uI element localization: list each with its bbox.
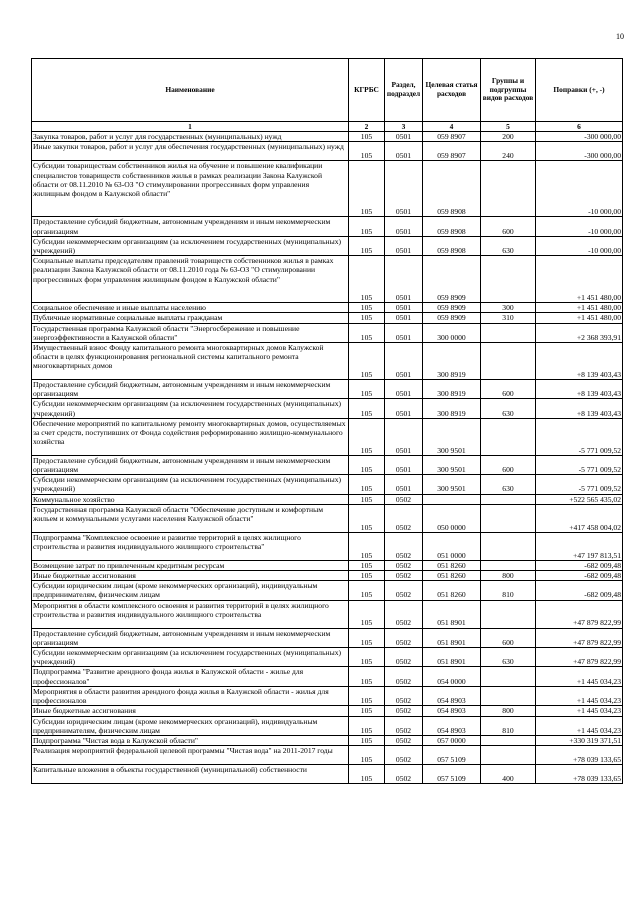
row-section: 0502	[385, 648, 423, 667]
budget-table	[31, 58, 623, 784]
row-section: 0501	[385, 313, 423, 323]
row-target	[423, 494, 481, 504]
row-amount: +8 139 403,43	[536, 343, 623, 380]
row-target: 059 8909	[423, 256, 481, 303]
row-name: Капитальные вложения в объекты государственной (муниципальной) собственности	[32, 765, 349, 784]
row-group	[481, 161, 536, 217]
row-group: 630	[481, 648, 536, 667]
row-krbs: 105	[349, 716, 385, 735]
row-name: Предоставление субсидий бюджетным, автономным учреждениям и иным некоммерческим организациям	[32, 628, 349, 647]
row-name: Иные бюджетные ассигнования	[32, 571, 349, 581]
row-krbs: 105	[349, 581, 385, 600]
row-group: 600	[481, 455, 536, 474]
column-number: 4	[423, 122, 481, 132]
row-krbs: 105	[349, 735, 385, 745]
row-group: 810	[481, 581, 536, 600]
row-group: 800	[481, 706, 536, 716]
row-amount: +330 319 371,51	[536, 735, 623, 745]
row-target: 051 8260	[423, 571, 481, 581]
row-krbs: 105	[349, 686, 385, 705]
row-section: 0502	[385, 581, 423, 600]
row-amount: +47 879 822,99	[536, 628, 623, 647]
row-name: Закупка товаров, работ и услуг для государственных (муниципальных) нужд	[32, 132, 349, 142]
row-krbs: 105	[349, 343, 385, 380]
row-krbs: 105	[349, 303, 385, 313]
row-amount: -10 000,00	[536, 161, 623, 217]
row-group: 800	[481, 571, 536, 581]
row-group	[481, 504, 536, 532]
table-row	[32, 716, 623, 735]
row-section: 0502	[385, 746, 423, 765]
row-group: 240	[481, 142, 536, 161]
row-section: 0502	[385, 735, 423, 745]
row-section: 0501	[385, 161, 423, 217]
table-row	[32, 217, 623, 236]
row-group	[481, 560, 536, 570]
row-name: Коммунальное хозяйство	[32, 494, 349, 504]
row-section: 0501	[385, 343, 423, 380]
row-section: 0502	[385, 504, 423, 532]
row-name: Обеспечение мероприятий по капитальному ремонту многоквартирных домов, осуществляемых за счет средств, поступивших от Фонда содействия реформированию жилищно-коммунального хозяйства	[32, 418, 349, 455]
row-name: Государственная программа Калужской области "Энергосбережение и повышение энергоэффективности в Калужской области"	[32, 323, 349, 342]
column-number: 6	[536, 122, 623, 132]
table-row	[32, 142, 623, 161]
row-amount: +1 445 034,23	[536, 716, 623, 735]
row-target: 051 8260	[423, 581, 481, 600]
row-section: 0502	[385, 706, 423, 716]
header-target: Целевая статья расходов	[423, 59, 481, 122]
row-target: 059 8908	[423, 236, 481, 255]
row-group: 630	[481, 475, 536, 494]
row-target: 059 8907	[423, 132, 481, 142]
row-group	[481, 343, 536, 380]
row-section: 0502	[385, 571, 423, 581]
row-amount: -682 009,48	[536, 571, 623, 581]
table-row	[32, 399, 623, 418]
row-target: 057 5109	[423, 746, 481, 765]
row-krbs: 105	[349, 746, 385, 765]
row-amount: -5 771 009,52	[536, 475, 623, 494]
row-name: Возмещение затрат по привлеченным кредитным ресурсам	[32, 560, 349, 570]
table-row	[32, 560, 623, 570]
row-group	[481, 418, 536, 455]
row-name: Предоставление субсидий бюджетным, автономным учреждениям и иным некоммерческим организациям	[32, 380, 349, 399]
header-krbs: КГРБС	[349, 59, 385, 122]
row-group	[481, 323, 536, 342]
table-row	[32, 628, 623, 647]
row-target: 300 0000	[423, 323, 481, 342]
row-target: 051 0000	[423, 532, 481, 560]
row-name: Субсидии товариществам собственников жилья на обучение и повышение квалификации специалистов товариществ собственников жилья в рамках реализации Закона Калужской области от 08.11.2010 № 63-ОЗ "О стимулировании прогрессивных форм управления жилищным фондом в Калужской области"	[32, 161, 349, 217]
header-amount: Поправки (+, -)	[536, 59, 623, 122]
row-amount: +1 451 480,00	[536, 303, 623, 313]
row-section: 0501	[385, 475, 423, 494]
table-row	[32, 667, 623, 686]
row-target: 050 0000	[423, 504, 481, 532]
row-target: 300 8919	[423, 399, 481, 418]
row-amount: +2 368 393,91	[536, 323, 623, 342]
row-name: Реализация мероприятий федеральной целевой программы "Чистая вода" на 2011-2017 годы	[32, 746, 349, 765]
row-amount: -300 000,00	[536, 132, 623, 142]
table-row	[32, 571, 623, 581]
row-amount: +417 458 004,02	[536, 504, 623, 532]
row-section: 0502	[385, 686, 423, 705]
row-krbs: 105	[349, 161, 385, 217]
row-name: Публичные нормативные социальные выплаты гражданам	[32, 313, 349, 323]
row-krbs: 105	[349, 455, 385, 474]
row-krbs: 105	[349, 475, 385, 494]
row-krbs: 105	[349, 323, 385, 342]
row-group	[481, 494, 536, 504]
table-header-row	[32, 59, 623, 122]
row-group	[481, 746, 536, 765]
row-target: 051 8901	[423, 600, 481, 628]
header-section: Раздел, подраздел	[385, 59, 423, 122]
row-krbs: 105	[349, 380, 385, 399]
table-row	[32, 494, 623, 504]
column-number-row	[32, 122, 623, 132]
column-number: 2	[349, 122, 385, 132]
row-name: Субсидии некоммерческим организациям (за исключением государственных (муниципальных) учреждений)	[32, 648, 349, 667]
row-target: 059 8909	[423, 303, 481, 313]
row-section: 0501	[385, 236, 423, 255]
row-name: Социальные выплаты председателям правлений товариществ собственников жилья в рамках реализации Закона Калужской области от 08.11.2010 года № 63-ОЗ "О стимулировании прогрессивных форм управления жилищным фондом в Калужской области"	[32, 256, 349, 303]
row-name: Подпрограмма "Чистая вода в Калужской области"	[32, 735, 349, 745]
row-amount: +47 879 822,99	[536, 600, 623, 628]
column-number: 1	[32, 122, 349, 132]
row-section: 0502	[385, 560, 423, 570]
row-name: Социальное обеспечение и иные выплаты населению	[32, 303, 349, 313]
row-name: Подпрограмма "Развитие арендного фонда жилья в Калужской области - жилье для профессионалов"	[32, 667, 349, 686]
row-section: 0501	[385, 418, 423, 455]
row-section: 0502	[385, 628, 423, 647]
row-name: Предоставление субсидий бюджетным, автономным учреждениям и иным некоммерческим организациям	[32, 455, 349, 474]
row-target: 059 8909	[423, 313, 481, 323]
page-number: 10	[616, 32, 624, 41]
table-row	[32, 303, 623, 313]
row-krbs: 105	[349, 532, 385, 560]
table-row	[32, 132, 623, 142]
row-name: Подпрограмма "Комплексное освоение и развитие территорий в целях жилищного строительства и развития индивидуального жилищного строительства"	[32, 532, 349, 560]
row-name: Субсидии некоммерческим организациям (за исключением государственных (муниципальных) учреждений)	[32, 475, 349, 494]
row-section: 0501	[385, 256, 423, 303]
row-krbs: 105	[349, 494, 385, 504]
row-krbs: 105	[349, 256, 385, 303]
row-krbs: 105	[349, 667, 385, 686]
column-number: 3	[385, 122, 423, 132]
row-amount: +78 039 133,65	[536, 765, 623, 784]
row-group: 300	[481, 303, 536, 313]
row-amount: +1 451 480,00	[536, 256, 623, 303]
row-krbs: 105	[349, 504, 385, 532]
row-name: Субсидии юридическим лицам (кроме некоммерческих организаций), индивидуальным предпринимателям, физическим лицам	[32, 716, 349, 735]
table-row	[32, 532, 623, 560]
row-name: Субсидии некоммерческим организациям (за исключением государственных (муниципальных) учреждений)	[32, 236, 349, 255]
row-krbs: 105	[349, 418, 385, 455]
row-amount: +1 445 034,23	[536, 686, 623, 705]
row-name: Субсидии некоммерческим организациям (за исключением государственных (муниципальных) учреждений)	[32, 399, 349, 418]
row-amount: +47 879 822,99	[536, 648, 623, 667]
row-target: 059 8908	[423, 161, 481, 217]
table-row	[32, 765, 623, 784]
row-name: Мероприятия в области развития арендного фонда жилья в Калужской области - жилья для профессионалов	[32, 686, 349, 705]
row-krbs: 105	[349, 560, 385, 570]
row-target: 300 9501	[423, 475, 481, 494]
row-krbs: 105	[349, 600, 385, 628]
column-number: 5	[481, 122, 536, 132]
row-target: 300 9501	[423, 455, 481, 474]
row-target: 057 5109	[423, 765, 481, 784]
table-row	[32, 746, 623, 765]
table-row	[32, 706, 623, 716]
row-group: 310	[481, 313, 536, 323]
table-row	[32, 735, 623, 745]
table-row	[32, 504, 623, 532]
row-amount: +1 445 034,23	[536, 706, 623, 716]
row-name: Имущественный взнос Фонду капитального ремонта многоквартирных домов Калужской области в целях функционирования региональной системы капитального ремонта многоквартирных домов	[32, 343, 349, 380]
header-name: Наименование	[32, 59, 349, 122]
row-amount: +8 139 403,43	[536, 380, 623, 399]
row-name: Иные закупки товаров, работ и услуг для обеспечения государственных (муниципальных) нужд	[32, 142, 349, 161]
row-amount: -682 009,48	[536, 560, 623, 570]
table-row	[32, 475, 623, 494]
row-target: 054 8903	[423, 716, 481, 735]
row-section: 0501	[385, 323, 423, 342]
row-group: 400	[481, 765, 536, 784]
row-section: 0501	[385, 380, 423, 399]
row-target: 059 8907	[423, 142, 481, 161]
row-amount: +78 039 133,65	[536, 746, 623, 765]
row-krbs: 105	[349, 628, 385, 647]
row-name: Иные бюджетные ассигнования	[32, 706, 349, 716]
row-group: 810	[481, 716, 536, 735]
table-row	[32, 418, 623, 455]
row-target: 054 8903	[423, 706, 481, 716]
table-row	[32, 256, 623, 303]
row-amount: -5 771 009,52	[536, 455, 623, 474]
row-krbs: 105	[349, 217, 385, 236]
row-amount: +1 451 480,00	[536, 313, 623, 323]
row-target: 051 8901	[423, 628, 481, 647]
table-row	[32, 600, 623, 628]
row-group: 600	[481, 380, 536, 399]
row-amount: -5 771 009,52	[536, 418, 623, 455]
row-krbs: 105	[349, 765, 385, 784]
row-krbs: 105	[349, 571, 385, 581]
row-krbs: 105	[349, 132, 385, 142]
row-target: 054 0000	[423, 667, 481, 686]
row-krbs: 105	[349, 142, 385, 161]
row-group: 600	[481, 217, 536, 236]
row-section: 0502	[385, 765, 423, 784]
row-amount: +1 445 034,23	[536, 667, 623, 686]
row-krbs: 105	[349, 313, 385, 323]
row-amount: +522 565 435,02	[536, 494, 623, 504]
table-row	[32, 455, 623, 474]
row-amount: +47 197 813,51	[536, 532, 623, 560]
row-target: 300 9501	[423, 418, 481, 455]
table-row	[32, 648, 623, 667]
header-group: Группы и подгруппы видов расходов	[481, 59, 536, 122]
row-group: 630	[481, 399, 536, 418]
row-krbs: 105	[349, 648, 385, 667]
row-section: 0501	[385, 303, 423, 313]
row-group	[481, 667, 536, 686]
row-name: Субсидии юридическим лицам (кроме некоммерческих организаций), индивидуальным предпринимателям, физическим лицам	[32, 581, 349, 600]
row-name: Мероприятия в области комплексного освоения и развития территорий в целях жилищного строительства и развития индивидуального жилищного строительства	[32, 600, 349, 628]
table-row	[32, 343, 623, 380]
row-group	[481, 256, 536, 303]
row-section: 0502	[385, 716, 423, 735]
row-target: 059 8908	[423, 217, 481, 236]
table-row	[32, 161, 623, 217]
table-row	[32, 581, 623, 600]
row-target: 057 0000	[423, 735, 481, 745]
row-group: 200	[481, 132, 536, 142]
table-row	[32, 686, 623, 705]
row-group	[481, 735, 536, 745]
row-amount: -10 000,00	[536, 217, 623, 236]
row-section: 0501	[385, 217, 423, 236]
table-row	[32, 236, 623, 255]
row-section: 0501	[385, 455, 423, 474]
table-body	[32, 132, 623, 784]
row-group: 630	[481, 236, 536, 255]
row-amount: -300 000,00	[536, 142, 623, 161]
table-row	[32, 380, 623, 399]
row-section: 0501	[385, 132, 423, 142]
row-group	[481, 686, 536, 705]
row-section: 0501	[385, 142, 423, 161]
row-target: 300 8919	[423, 380, 481, 399]
row-target: 054 8903	[423, 686, 481, 705]
row-group	[481, 600, 536, 628]
row-krbs: 105	[349, 706, 385, 716]
table-row	[32, 323, 623, 342]
row-name: Предоставление субсидий бюджетным, автономным учреждениям и иным некоммерческим организациям	[32, 217, 349, 236]
row-target: 051 8260	[423, 560, 481, 570]
row-section: 0502	[385, 532, 423, 560]
row-section: 0501	[385, 399, 423, 418]
table-row	[32, 313, 623, 323]
row-krbs: 105	[349, 399, 385, 418]
row-name: Государственная программа Калужской области "Обеспечение доступным и комфортным жильем и коммунальными услугами населения Калужской области"	[32, 504, 349, 532]
row-target: 300 8919	[423, 343, 481, 380]
row-krbs: 105	[349, 236, 385, 255]
row-amount: -682 009,48	[536, 581, 623, 600]
row-section: 0502	[385, 667, 423, 686]
row-section: 0502	[385, 600, 423, 628]
row-section: 0502	[385, 494, 423, 504]
row-amount: -10 000,00	[536, 236, 623, 255]
row-group: 600	[481, 628, 536, 647]
row-amount: +8 139 403,43	[536, 399, 623, 418]
row-group	[481, 532, 536, 560]
row-target: 051 8901	[423, 648, 481, 667]
